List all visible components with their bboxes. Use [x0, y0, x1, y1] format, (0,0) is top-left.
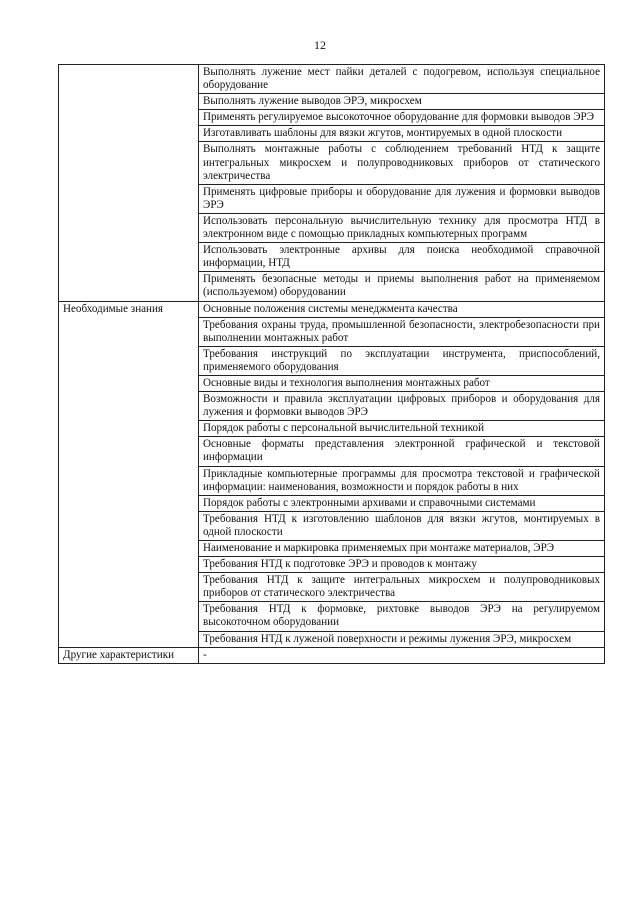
- section-item: Порядок работы с электронными архивами и справочными системами: [199, 495, 605, 511]
- section-label: Другие характеристики: [59, 647, 199, 663]
- section-item: Требования охраны труда, промышленной безопасности, электробезопасности при выполнении монтажных работ: [199, 317, 605, 346]
- section-item: Использовать персональную вычислительную технику для просмотра НТД в электронном виде с помощью прикладных компьютерных программ: [199, 213, 605, 242]
- section-item: Требования НТД к защите интегральных микросхем и полупроводниковых приборов от статического электричества: [199, 573, 605, 602]
- section-item: Прикладные компьютерные программы для просмотра текстовой и графической информации: наименования, возможности и порядок работы в них: [199, 466, 605, 495]
- section-item: Основные виды и технология выполнения монтажных работ: [199, 375, 605, 391]
- section-item: Основные положения системы менеджмента качества: [199, 301, 605, 317]
- section-item: Требования инструкций по эксплуатации инструмента, приспособлений, применяемого оборудования: [199, 346, 605, 375]
- section-label: Необходимые знания: [59, 301, 199, 647]
- section-item: Требования НТД к подготовке ЭРЭ и проводов к монтажу: [199, 557, 605, 573]
- page-number: 12: [314, 38, 326, 52]
- section-item: Применять безопасные методы и приемы выполнения работ на применяемом (используемом) оборудовании: [199, 272, 605, 301]
- section-item: Выполнять лужение мест пайки деталей с подогревом, используя специальное оборудование: [199, 65, 605, 94]
- section-item: Выполнять монтажные работы с соблюдением требований НТД к защите интегральных микросхем и полупроводниковых приборов от статического электричества: [199, 142, 605, 184]
- section-item: Возможности и правила эксплуатации цифровых приборов и оборудования для лужения и формовки выводов ЭРЭ: [199, 392, 605, 421]
- section-item: Выполнять лужение выводов ЭРЭ, микросхем: [199, 94, 605, 110]
- table-row: [59, 301, 605, 317]
- section-item: Использовать электронные архивы для поиска необходимой справочной информации, НТД: [199, 243, 605, 272]
- section-item: -: [199, 647, 605, 663]
- section-item: Применять регулируемое высокоточное оборудование для формовки выводов ЭРЭ: [199, 110, 605, 126]
- section-item: Требования НТД к изготовлению шаблонов для вязки жгутов, монтируемых в одной плоскости: [199, 511, 605, 540]
- section-item: Основные форматы представления электронной графической и текстовой информации: [199, 437, 605, 466]
- competency-table: [58, 64, 605, 664]
- table-row: [59, 65, 605, 94]
- table-row: [59, 647, 605, 663]
- section-label: [59, 65, 199, 302]
- section-item: Требования НТД к формовке, рихтовке выводов ЭРЭ на регулируемом высокоточном оборудовании: [199, 602, 605, 631]
- section-item: Требования НТД к луженой поверхности и режимы лужения ЭРЭ, микросхем: [199, 631, 605, 647]
- section-item: Изготавливать шаблоны для вязки жгутов, монтируемых в одной плоскости: [199, 126, 605, 142]
- table-body: [59, 65, 605, 664]
- section-item: Порядок работы с персональной вычислительной техникой: [199, 421, 605, 437]
- section-item: Наименование и маркировка применяемых при монтаже материалов, ЭРЭ: [199, 541, 605, 557]
- section-item: Применять цифровые приборы и оборудование для лужения и формовки выводов ЭРЭ: [199, 184, 605, 213]
